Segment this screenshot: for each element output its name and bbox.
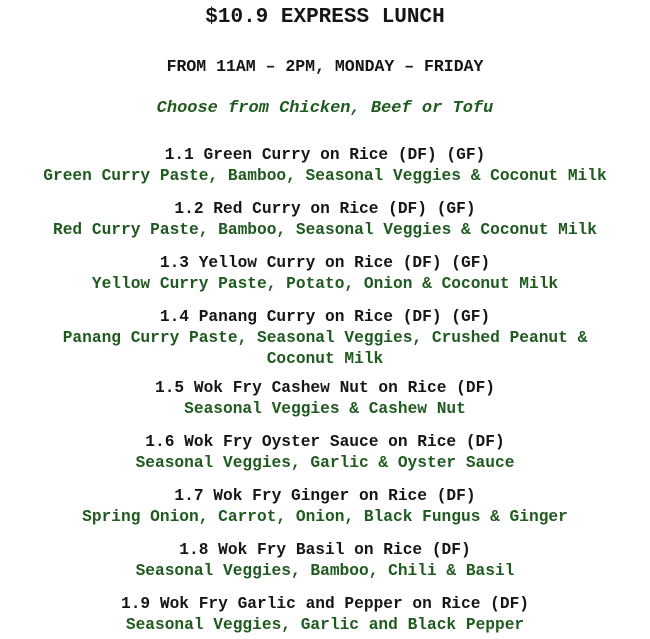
menu-item-name: 1.1 Green Curry on Rice (DF) (GF) (164, 146, 486, 164)
menu-item (0, 378, 650, 420)
menu-item-name: 1.7 Wok Fry Ginger on Rice (DF) (174, 487, 476, 505)
menu-item-description: Panang Curry Paste, Seasonal Veggies, Crushed Peanut & Coconut Milk (62, 329, 588, 368)
menu-item-name: 1.3 Yellow Curry on Rice (DF) (GF) (159, 254, 491, 272)
menu-item-description: Spring Onion, Carrot, Onion, Black Fungus & Ginger (82, 508, 568, 526)
menu-item-description: Red Curry Paste, Bamboo, Seasonal Veggies & Coconut Milk (53, 221, 597, 239)
menu-item-description: Green Curry Paste, Bamboo, Seasonal Veggies & Coconut Milk (43, 167, 607, 185)
menu-item (0, 540, 650, 582)
protein-choice: Choose from Chicken, Beef or Tofu (156, 99, 494, 118)
menu-item (0, 486, 650, 528)
menu-item-name: 1.6 Wok Fry Oyster Sauce on Rice (DF) (145, 433, 505, 451)
menu-item (0, 145, 650, 187)
menu-item-description: Seasonal Veggies & Cashew Nut (184, 400, 466, 418)
menu-item-name: 1.9 Wok Fry Garlic and Pepper on Rice (DF) (121, 595, 529, 613)
menu-item (0, 307, 650, 370)
menu-item (0, 199, 650, 241)
menu-item (0, 594, 650, 636)
menu-item-description: Seasonal Veggies, Bamboo, Chili & Basil (135, 562, 515, 580)
menu-item (0, 253, 650, 295)
menu-item-description: Seasonal Veggies, Garlic and Black Pepper (125, 616, 525, 634)
menu-title: $10.9 EXPRESS LUNCH (205, 6, 445, 29)
menu-hours: FROM 11AM – 2PM, MONDAY – FRIDAY (166, 57, 484, 76)
menu-item (0, 432, 650, 474)
menu-item-name: 1.5 Wok Fry Cashew Nut on Rice (DF) (155, 379, 495, 397)
menu-item-description: Yellow Curry Paste, Potato, Onion & Coconut Milk (91, 275, 559, 293)
menu-item-name: 1.2 Red Curry on Rice (DF) (GF) (174, 200, 476, 218)
menu-item-name: 1.8 Wok Fry Basil on Rice (DF) (179, 541, 471, 559)
menu-item-name: 1.4 Panang Curry on Rice (DF) (GF) (159, 308, 491, 326)
menu-item-description: Seasonal Veggies, Garlic & Oyster Sauce (135, 454, 515, 472)
